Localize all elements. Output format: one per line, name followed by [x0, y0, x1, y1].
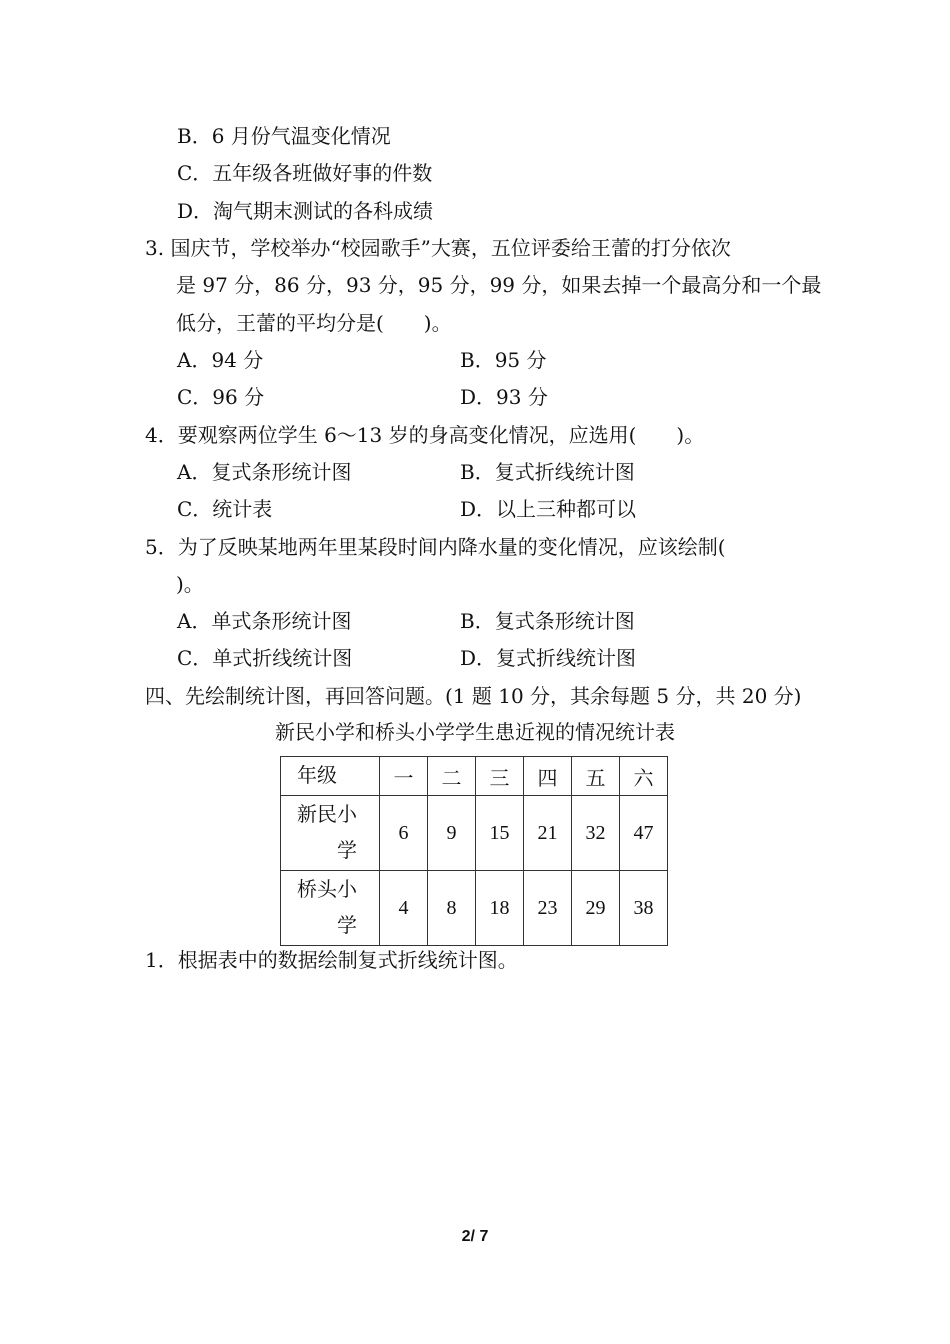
- q4-option-c: C．统计表: [177, 497, 273, 521]
- q5-option-a: A．单式条形统计图: [177, 609, 352, 633]
- q3-option-a: A．94 分: [177, 348, 264, 372]
- q3-stem-line3: 低分，王蕾的平均分是( )。: [176, 311, 452, 335]
- q4-option-d: D．以上三种都可以: [460, 497, 637, 521]
- page-number: 2/ 7: [461, 1228, 489, 1245]
- header-grade-2: 二: [428, 757, 476, 796]
- q5-option-c: C．单式折线统计图: [177, 646, 353, 670]
- section4-q1: 1．根据表中的数据绘制复式折线统计图。: [145, 948, 518, 972]
- table-cell: 6: [380, 796, 428, 871]
- header-grade-5: 五: [572, 757, 620, 796]
- q4-option-b: B．复式折线统计图: [460, 460, 635, 484]
- q2-option-b: B．6 月份气温变化情况: [177, 124, 391, 148]
- q3-option-c: C．96 分: [177, 385, 265, 409]
- q5-stem-line2: )。: [176, 572, 204, 596]
- row-label-qiaotou: 桥头小 学: [281, 871, 380, 946]
- table-cell: 23: [524, 871, 572, 946]
- table-cell: 18: [476, 871, 524, 946]
- table-cell: 15: [476, 796, 524, 871]
- header-grade-3: 三: [476, 757, 524, 796]
- q2-option-c: C．五年级各班做好事的件数: [177, 161, 433, 185]
- q5-option-d: D．复式折线统计图: [460, 646, 637, 670]
- q4-option-a: A．复式条形统计图: [177, 460, 352, 484]
- table-cell: 9: [428, 796, 476, 871]
- table-title: 新民小学和桥头小学学生患近视的情况统计表: [275, 720, 675, 744]
- row-label-xinmin: 新民小 学: [281, 796, 380, 871]
- q3-stem-line2: 是 97 分，86 分，93 分，95 分，99 分，如果去掉一个最高分和一个最: [176, 273, 822, 297]
- q5-option-b: B．复式条形统计图: [460, 609, 635, 633]
- table-header-row: [281, 757, 668, 796]
- header-grade-6: 六: [620, 757, 668, 796]
- table-cell: 8: [428, 871, 476, 946]
- table-cell: 38: [620, 871, 668, 946]
- section4-heading: 四、先绘制统计图，再回答问题。(1 题 10 分，其余每题 5 分，共 20 分): [145, 684, 802, 708]
- q4-stem: 4．要观察两位学生 6～13 岁的身高变化情况，应选用( )。: [145, 423, 705, 447]
- q5-stem-line1: 5．为了反映某地两年里某段时间内降水量的变化情况，应该绘制(: [145, 535, 726, 559]
- table-row-xinmin: [281, 796, 668, 871]
- q3-option-d: D．93 分: [460, 385, 548, 409]
- header-grade-4: 四: [524, 757, 572, 796]
- q2-option-d: D．淘气期末测试的各科成绩: [177, 199, 434, 223]
- table-cell: 21: [524, 796, 572, 871]
- q3-option-b: B．95 分: [460, 348, 547, 372]
- header-grade: 年级: [281, 757, 380, 796]
- myopia-stat-table: [280, 756, 668, 946]
- table-row-qiaotou: [281, 871, 668, 946]
- table-cell: 32: [572, 796, 620, 871]
- table-cell: 29: [572, 871, 620, 946]
- header-grade-1: 一: [380, 757, 428, 796]
- table-cell: 4: [380, 871, 428, 946]
- q3-stem-line1: 3. 国庆节，学校举办“校园歌手”大赛，五位评委给王蕾的打分依次: [145, 236, 731, 260]
- table-cell: 47: [620, 796, 668, 871]
